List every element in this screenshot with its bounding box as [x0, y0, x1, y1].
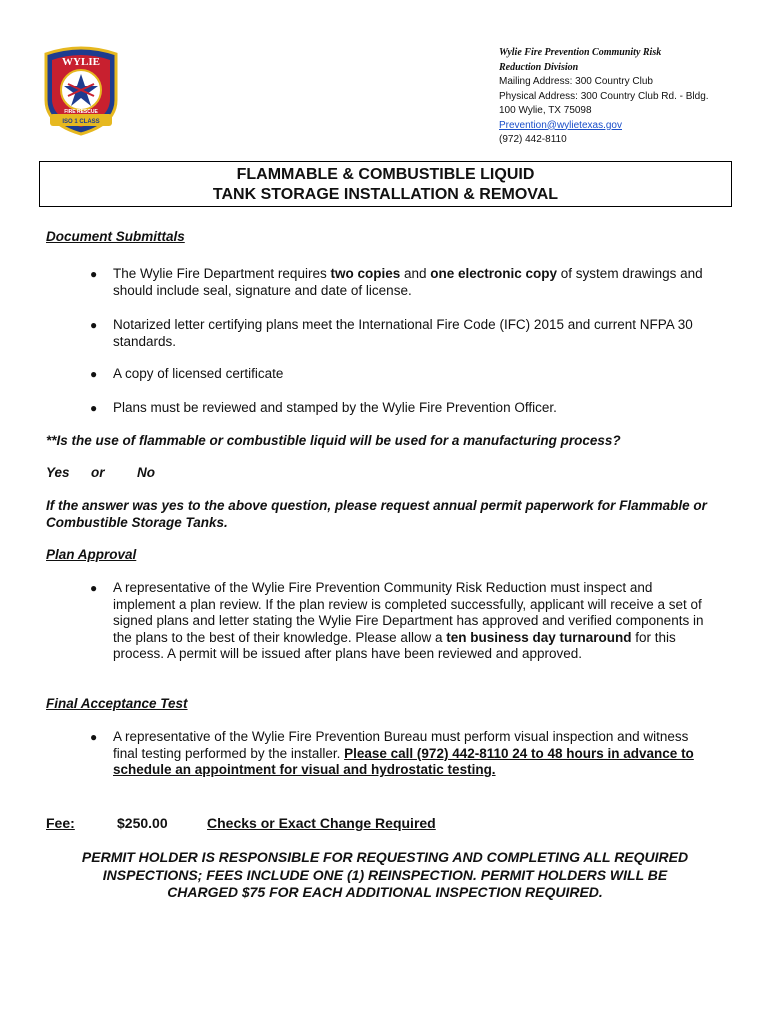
- submittal-notarized-text: Notarized letter certifying plans meet the International Fire Code (IFC) 2015 and current NFPA 30 standards.: [113, 317, 693, 349]
- physical-address-line1: Physical Address: 300 Country Club Rd. - Bldg.: [499, 90, 709, 102]
- submittal-stamped-text: Plans must be reviewed and stamped by the Wylie Fire Prevention Officer.: [113, 400, 557, 415]
- title-line2: TANK STORAGE INSTALLATION & REMOVAL: [212, 186, 559, 203]
- final-acceptance-heading: Final Acceptance Test: [46, 696, 188, 711]
- answer-no: No: [137, 465, 155, 480]
- final-acceptance-text: A representative of the Wylie Fire Prevention Bureau must perform visual inspection and witness final testing performed by the installer. Please call (972) 442-8110 24 to 48 hours in advance to schedule an appointment for visual and hydrostatic testing.: [113, 729, 694, 777]
- email-link[interactable]: Prevention@wylietexas.gov: [499, 119, 622, 131]
- mailing-address: Mailing Address: 300 Country Club: [499, 76, 653, 87]
- answer-or: or: [91, 465, 105, 480]
- plan-approval-heading: Plan Approval: [46, 547, 137, 562]
- answer-yes: Yes: [46, 465, 70, 480]
- submittal-certificate-text: A copy of licensed certificate: [113, 366, 284, 381]
- org-name-line2: Reduction Division: [499, 61, 579, 73]
- bullet-icon: ●: [90, 401, 98, 415]
- submittal-copies-text: The Wylie Fire Department requires two copies and one electronic copy of system drawings and should include seal, signature and date of license.: [113, 266, 703, 298]
- logo-side-text: FIRE RESCUE: [64, 109, 98, 115]
- logo-bottom-text: ISO 1 CLASS: [62, 119, 100, 125]
- bullet-icon: ●: [90, 730, 98, 744]
- bullet-icon: ●: [90, 367, 98, 381]
- title-line1: FLAMMABLE & COMBUSTIBLE LIQUID: [236, 166, 535, 183]
- org-name-line1: Wylie Fire Prevention Community Risk: [499, 47, 662, 58]
- bullet-icon: ●: [90, 267, 98, 281]
- manufacturing-note: If the answer was yes to the above question, please request annual permit paperwork for Flammable or Combustible Storage Tanks.: [46, 498, 707, 530]
- manufacturing-question: **Is the use of flammable or combustible liquid will be used for a manufacturing process?: [46, 433, 621, 448]
- address-block: [499, 46, 749, 148]
- bullet-icon: ●: [90, 318, 98, 332]
- wylie-fire-badge-icon: [40, 44, 122, 136]
- logo-top-text: WYLIE: [62, 56, 100, 68]
- fee-label: Fee:: [46, 815, 75, 831]
- plan-approval-text: A representative of the Wylie Fire Prevention Community Risk Reduction must inspect and implement a plan review. If the plan review is completed successfully, applicant will receive a set of signed plans and letter stating the Wylie Fire Department has approved and verified components in the plans to the best of their knowledge. Please allow a ten business day turnaround for this process. A permit will be issued after plans have been reviewed and approved.: [113, 580, 704, 661]
- phone-number: (972) 442-8110: [499, 134, 567, 145]
- fee-payment-note: Checks or Exact Change Required: [207, 815, 436, 831]
- fee-amount: $250.00: [117, 815, 168, 831]
- wylie-fire-logo: [40, 44, 122, 136]
- closing-statement: PERMIT HOLDER IS RESPONSIBLE FOR REQUESTING AND COMPLETING ALL REQUIRED INSPECTIONS; FEES INCLUDE ONE (1) REINSPECTION. PERMIT HOLDERS WILL BE CHARGED $75 FOR EACH ADDITIONAL INSPECTION REQUIRED.: [81, 849, 689, 900]
- document-title-box: [39, 161, 732, 207]
- document-submittals-heading: Document Submittals: [46, 229, 185, 244]
- bullet-icon: ●: [90, 581, 98, 595]
- physical-address-line2: 100 Wylie, TX 75098: [499, 105, 592, 116]
